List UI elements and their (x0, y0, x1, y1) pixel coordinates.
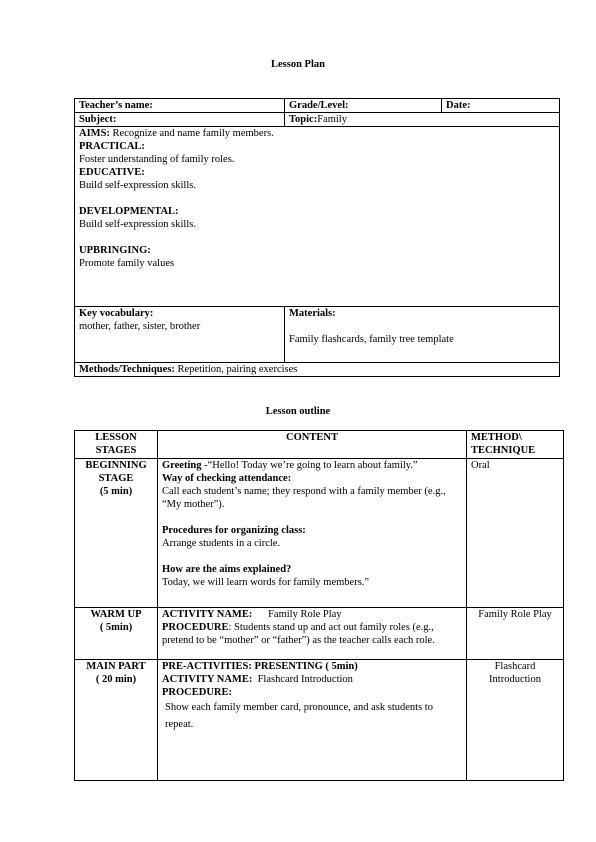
main-stage-line2: ( 20 min) (95, 674, 137, 685)
materials-label: Materials: (289, 308, 336, 319)
upbringing-label: UPBRINGING: (79, 245, 151, 256)
main-stage-line1: MAIN PART (86, 661, 146, 672)
beginning-stage-cell (75, 459, 158, 608)
method-header (467, 431, 564, 459)
date-cell: Date: (442, 99, 560, 113)
outline-title: Lesson outline (265, 406, 331, 417)
subject-cell: Subject: (75, 113, 285, 127)
main-procedure-text: Show each family member card, pronounce, and ask students to repeat. (165, 702, 433, 730)
pre-activities-label: PRE-ACTIVITIES: PRESENTING ( 5min) (162, 661, 358, 672)
warmup-procedure-label: PROCEDURE (162, 622, 229, 633)
educative-label: EDUCATIVE: (79, 167, 145, 178)
beginning-stage-line3: (5 min) (99, 486, 133, 497)
organizing-text: Arrange students in a circle. (162, 538, 281, 549)
aims-explained-text: Today, we will learn words for family members.” (162, 577, 370, 588)
aims-label: AIMS: (79, 128, 110, 139)
method-header-line1: METHOD\ (471, 432, 522, 443)
warmup-stage-cell (75, 608, 158, 660)
main-method-line1: Flashcard (494, 661, 536, 672)
warmup-procedure-text: : Students stand up and act out family roles (e.g., pretend to be “mother” or “father”) as the teacher calls each role. (162, 622, 435, 646)
organizing-label: Procedures for organizing class: (162, 525, 306, 536)
warmup-activity-label: ACTIVITY NAME: (162, 609, 253, 620)
lesson-outline-table (74, 430, 564, 781)
developmental-label: DEVELOPMENTAL: (79, 206, 179, 217)
main-activity-text: Flashcard Introduction (257, 674, 353, 685)
main-stage-cell (75, 660, 158, 781)
beginning-stage-line2: STAGE (98, 473, 134, 484)
educative-text: Build self-expression skills. (79, 180, 196, 191)
attendance-label: Way of checking attendance: (162, 473, 292, 484)
key-vocabulary-text: mother, father, sister, brother (79, 321, 201, 332)
materials-text: Family flashcards, family tree template (289, 334, 454, 345)
greeting-label: Greeting (162, 460, 202, 471)
main-activity-label: ACTIVITY NAME: (162, 674, 253, 685)
aims-explained-label: How are the aims explained? (162, 564, 292, 575)
stages-header (75, 431, 158, 459)
warmup-method-cell: Family Role Play (467, 608, 564, 660)
attendance-text: Call each student’s name; they respond with a family member (e.g., “My mother”). (162, 486, 446, 510)
content-header: CONTENT (158, 431, 467, 459)
teacher-name-cell: Teacher’s name: (75, 99, 285, 113)
main-method-line2: Introduction (489, 674, 541, 685)
beginning-method-cell: Oral (467, 459, 564, 608)
topic-cell (285, 113, 560, 127)
main-procedure-label: PROCEDURE: (162, 687, 232, 698)
key-vocabulary-label: Key vocabulary: (79, 308, 154, 319)
materials-cell (285, 307, 560, 363)
stages-header-line1: LESSON (95, 432, 137, 443)
practical-label: PRACTICAL: (79, 141, 145, 152)
warmup-activity-text: Family Role Play (268, 609, 342, 620)
practical-text: Foster understanding of family roles. (79, 154, 235, 165)
lesson-plan-table (74, 98, 560, 377)
topic-label: Topic: (289, 114, 318, 125)
methods-label: Methods/Techniques: (79, 364, 175, 375)
page-title: Lesson Plan (271, 59, 325, 70)
upbringing-text: Promote family values (79, 258, 175, 269)
key-vocabulary-cell (75, 307, 285, 363)
greeting-text: -“Hello! Today we’re going to learn about family.” (201, 460, 418, 471)
developmental-text: Build self-expression skills. (79, 219, 196, 230)
main-content-cell (158, 660, 467, 781)
warmup-stage-line1: WARM UP (90, 609, 142, 620)
stages-header-line2: STAGES (95, 445, 137, 456)
topic-value: Family (317, 114, 347, 125)
method-header-line2: TECHNIQUE (471, 445, 536, 456)
beginning-content-cell (158, 459, 467, 608)
beginning-stage-line1: BEGINNING (85, 460, 147, 471)
aims-text: Recognize and name family members. (109, 128, 274, 139)
methods-text: Repetition, pairing exercises (174, 364, 298, 375)
warmup-stage-line2: ( 5min) (99, 622, 133, 633)
grade-level-cell: Grade/Level: (285, 99, 442, 113)
main-method-cell (467, 660, 564, 781)
aims-cell (75, 127, 560, 307)
warmup-content-cell (158, 608, 467, 660)
methods-cell (75, 363, 560, 377)
